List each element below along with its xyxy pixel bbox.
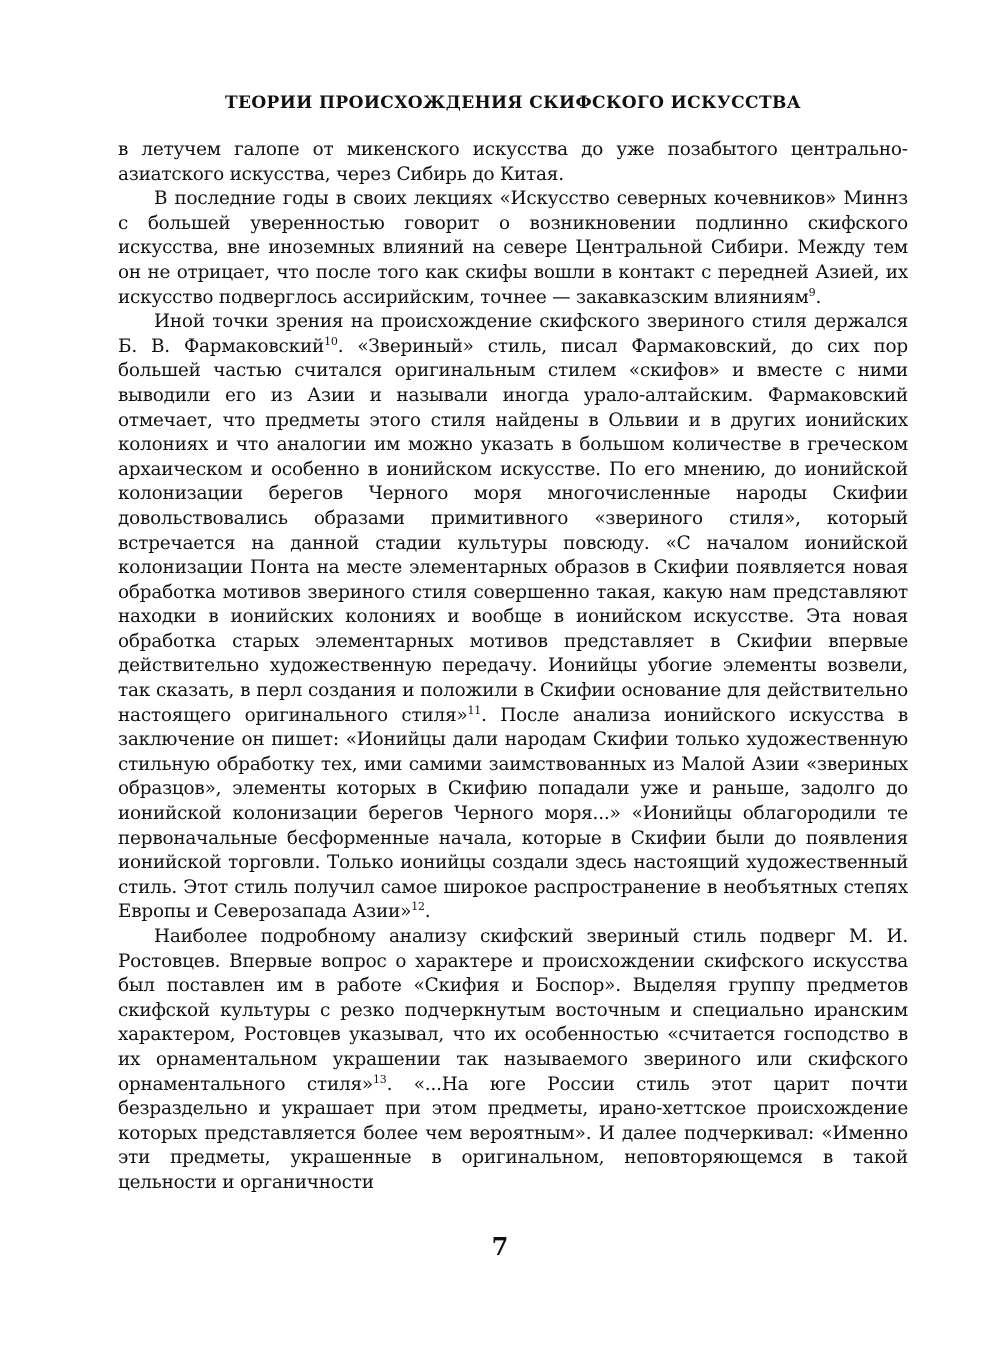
- text-run: . «...На юге России стиль этот царит почти безраздельно и украшает при этом предметы, ирано-хеттское происхождение которых представляется более чем вероятным». И далее подчеркивал: «Именно эти предметы, украшенные в оригинальном, неповторяющемся в такой цельности и органичности: [118, 1073, 908, 1193]
- paragraph-rostovtsev: [118, 925, 908, 1196]
- footnote-ref-10: 10: [324, 334, 338, 348]
- book-page: [118, 92, 908, 1196]
- page-number: 7: [491, 1232, 509, 1261]
- text-run: .: [815, 286, 822, 308]
- text-run: . «Звериный» стиль, писал Фармаковский, до сих пор большей частью считался оригинальным стилем «скифов» и вместе с ними выводили его из Азии и называли иногда урало-алтайским. Фармаковский отмечает, что предметы этого стиля найдены в Ольвии и в других ионийских колониях и что аналогии им можно указать в большом количестве в греческом архаическом и особенно в ионийском искусстве. По его мнению, до ионийской колонизации берегов Черного моря многочисленные народы Скифии довольствовались образами примитивного «звериного стиля», который встречается на данной стадии культуры повсюду. «С началом ионийской колонизации Понта на месте элементарных образов в Скифии появляется новая обработка мотивов звериного стиля совершенно такая, какую нам представляют находки в ионийских колониях и вообще в ионийском искусстве. Эта новая обработка старых элементарных мотивов представляет в Скифии впервые действительно художественную передачу. Ионийцы убогие элементы возвели, так сказать, в перл создания и положили в Скифии основание для действительно настоящего оригинального стиля»: [118, 335, 908, 726]
- footnote-ref-13: 13: [372, 1072, 387, 1086]
- text-run: В последние годы в своих лекциях «Искусство северных кочевников» Миннз с большей уверенностью говорит о возникновении подлинно скифского искусства, вне иноземных влияний на севере Центральной Сибири. Между тем он не отрицает, что после того как скифы вошли в контакт с передней Азией, их искусство подверглось ассирийским, точнее — закавказским влияниям: [118, 188, 908, 308]
- footnote-ref-9: 9: [808, 285, 816, 299]
- footnote-ref-11: 11: [467, 703, 482, 717]
- paragraph-continuation: [118, 138, 908, 187]
- paragraph-farmakovsky: [118, 310, 908, 925]
- text-run: .: [424, 901, 431, 923]
- running-head: ТЕОРИИ ПРОИСХОЖДЕНИЯ СКИФСКОГО ИСКУССТВА: [224, 93, 802, 113]
- footnote-ref-12: 12: [411, 900, 425, 914]
- text-run: Иной точки зрения на происхождение скифского звериного стиля держался Б. В. Фармаковский: [118, 311, 908, 357]
- text-run: . После анализа ионийского искусства в заключение он пишет: «Ионийцы дали народам Скифии только художественную стильную обработку тех, ими самими заимствованных из Малой Азии «звериных образцов», элементы которых в Скифию попадали уже и раньше, задолго до ионийской колонизации берегов Черного моря...» «Ионийцы облагородили те первоначальные бесформенные начала, которые в Скифии были до появления ионийской торговли. Только ионийцы создали здесь настоящий художественный стиль. Этот стиль получил самое широкое распространение в необъятных степях Европы и Северозапада Азии»: [118, 704, 908, 923]
- body-text: [118, 138, 908, 1196]
- text-run: Наиболее подробному анализу скифский звериный стиль подверг М. И. Ростовцев. Впервые вопрос о характере и происхождении скифского искусства был поставлен им в работе «Скифия и Боспор». Выделяя группу предметов скифской культуры с резко подчеркнутым восточным и специально иранским характером, Ростовцев указывал, что их особенностью «считается господство в их орнаментальном украшении так называемого звериного или скифского орнаментального стиля»: [118, 926, 908, 1095]
- paragraph-minns: [118, 187, 908, 310]
- text-run: в летучем галопе от микенского искусства до уже позабытого центральноазиатского искусства, через Сибирь до Китая.: [118, 139, 908, 185]
